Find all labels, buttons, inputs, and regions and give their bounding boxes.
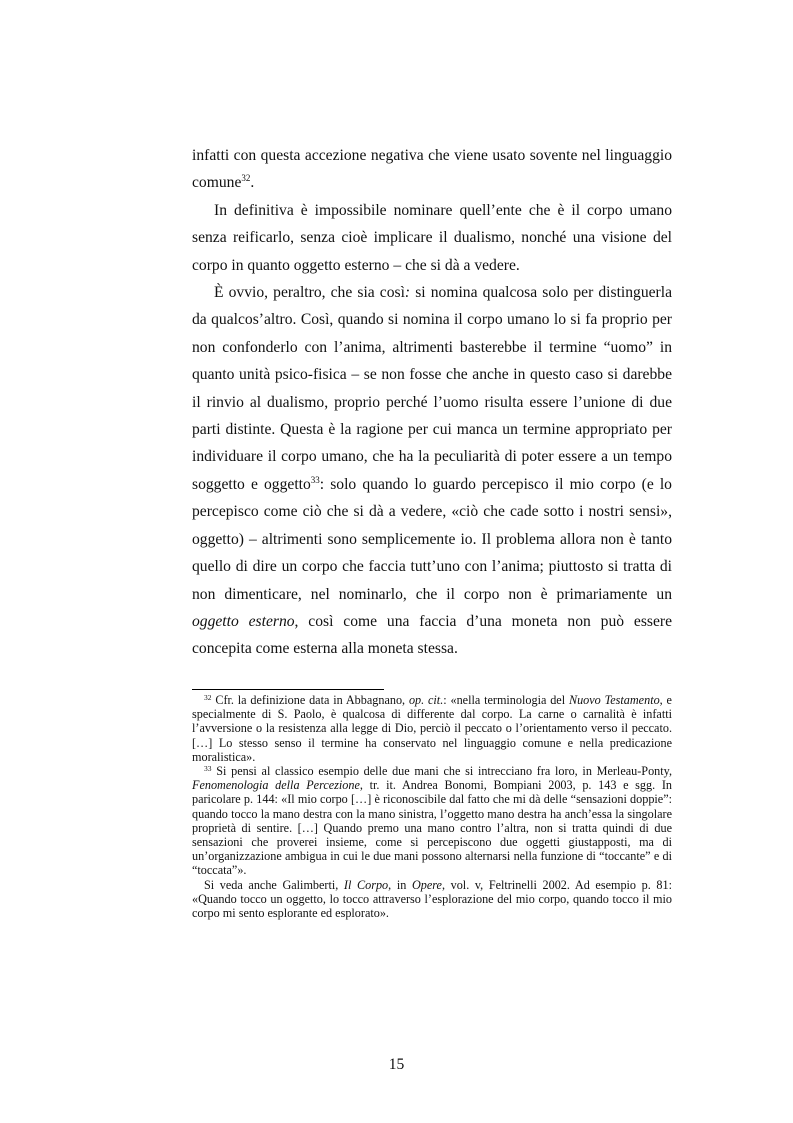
- footnotes: [192, 693, 672, 920]
- footnote-separator: [192, 689, 384, 690]
- footnote-ref-33[interactable]: 33: [310, 474, 320, 485]
- body-text: [192, 142, 672, 663]
- paragraph-1: infatti con questa accezione negativa che viene usato sovente nel linguaggio comune$^{32}$.: [192, 147, 672, 192]
- footnote-ref-32[interactable]: 32: [241, 173, 251, 184]
- emphasis-oggetto-esterno: oggetto esterno: [192, 612, 295, 630]
- footnote-32: $^{32}$ Cfr. la definizione data in Abbagnano, op. cit.: «nella terminologia del Nuovo Testamento, e specialmente di S. Paolo, è qualcosa di differente dal corpo. La carne o carnalità è infatti l’avversione o la resistenza alla legge di Dio, perciò il peccato o l’orientamento verso il peccato. […] Lo stesso senso il termine ha conservato nel linguaggio comune e nella predicazione moralistica».: [192, 693, 672, 764]
- footnote-33: $^{33}$ Si pensi al classico esempio delle due mani che si intrecciano fra loro, in Merleau-Ponty, Fenomenologia della Percezione, tr. it. Andrea Bonomi, Bompiani 2003, p. 143 e sgg. In paricolare p. 144: «Il mio corpo […] è riconoscibile dal fatto che mi dà delle “sensazioni doppie”: quando tocco la mano destra con la mano sinistra, l’oggetto mano destra ha anch’essa la singolare proprietà di sentire. […] Quando premo una mano contro l’altra, non si tratta quindi di due sensazioni che proverei insieme, come si percepiscono due oggetti giustapposti, ma di un’organizzazione ambigua in cui le due mani possono alternarsi nella funzione di “toccante” e di “toccata”».: [192, 764, 672, 878]
- page-number: 15: [388, 1056, 405, 1073]
- paragraph-2: In definitiva è impossibile nominare quell’ente che è il corpo umano senza reificarlo, senza cioè implicare il dualismo, nonché una visione del corpo in quanto oggetto esterno – che si dà a vedere.: [192, 201, 672, 274]
- paragraph-3: È ovvio, peraltro, che sia così: si nomina qualcosa solo per distinguerla da qualcos’altro. Così, quando si nomina il corpo umano lo si fa proprio per non confonderlo con l’anima, altrimenti basterebbe il termine “uomo” in quanto unità psico-fisica – se non fosse che anche in questo caso si darebbe il rinvio al dualismo, proprio perché l’uomo risulta essere l’unione di due parti distinte. Questa è la ragione per cui manca un termine appropriato per individuare il corpo umano, che ha la peculiarità di poter essere a un tempo soggetto e oggetto$^{33}$: solo quando lo guardo percepisco il mio corpo (e lo percepisco come ciò che si dà a vedere, «ciò che cade sotto i nostri sensi», oggetto) – altrimenti sono semplicemente io. Il problema allora non è tanto quello di dire un corpo che faccia tutt’uno con l’anima; piuttosto si tratta di non dimenticare, nel nominarlo, che il corpo non è primariamente un oggetto esterno, così come una faccia d’una moneta non può essere concepita come esterna alla moneta stessa.: [192, 284, 673, 658]
- footnote-33-continued: Si veda anche Galimberti, Il Corpo, in Opere, vol. v, Feltrinelli 2002. Ad esempio p. 81: «Quando tocco un oggetto, lo tocco attraverso l’esplorazione del mio corpo, quando tocco il mio corpo mi sento esplorante ed esplorato».: [192, 877, 672, 921]
